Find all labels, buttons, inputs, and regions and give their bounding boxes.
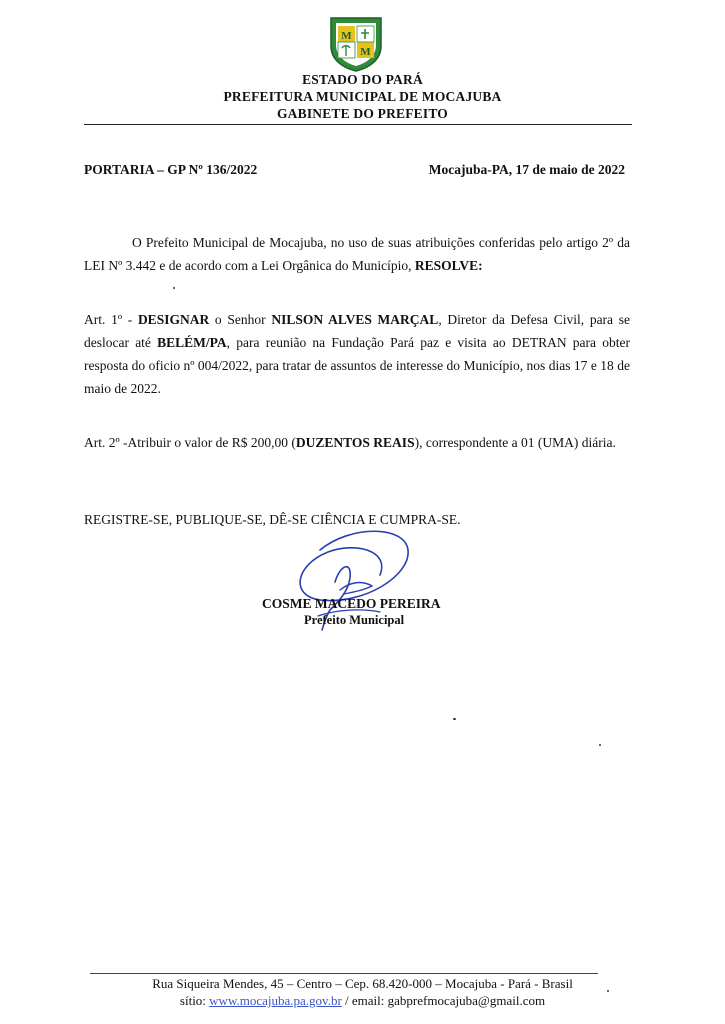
footer-address: Rua Siqueira Mendes, 45 – Centro – Cep. 68.420-000 – Mocajuba - Pará - Brasil	[152, 976, 573, 991]
article-1-paragraph	[84, 308, 630, 400]
preamble-paragraph	[84, 231, 630, 277]
footer-contact	[0, 993, 725, 1009]
footer-email: / email: gabprefmocajuba@gmail.com	[341, 993, 546, 1008]
portaria-number: PORTARIA – GP Nº 136/2022	[84, 162, 258, 177]
preamble-text: O Prefeito Municipal de Mocajuba, no uso de suas atribuições conferidas pelo artigo 2º da LEI Nº 3.442 e de acordo com a Lei Orgânica do Município,	[84, 235, 630, 273]
crest-letter-left: M	[341, 30, 352, 42]
article-1-label: Art. 1º -	[84, 312, 138, 327]
speck	[173, 287, 175, 289]
resolve-keyword: RESOLVE:	[414, 258, 483, 273]
footer-divider	[90, 973, 598, 974]
header-divider	[84, 124, 632, 125]
header-prefecture: PREFEITURA MUNICIPAL DE MOCAJUBA	[223, 89, 502, 104]
article-1-text-a: o Senhor	[209, 312, 272, 327]
place-date: Mocajuba-PA, 17 de maio de 2022	[428, 162, 625, 177]
destination: BELÉM/PA	[157, 335, 227, 350]
crest-letter-right: M	[360, 46, 371, 58]
signer-name: COSME MACEDO PEREIRA	[262, 596, 441, 611]
header-state: ESTADO DO PARÁ	[302, 72, 423, 87]
signer-title: Prefeito Municipal	[304, 613, 405, 627]
designee-name: NILSON ALVES MARÇAL	[271, 312, 439, 327]
article-2-paragraph	[84, 431, 630, 454]
site-label: sítio:	[179, 993, 210, 1008]
municipal-crest-icon	[327, 16, 385, 72]
article-2-text-a: Art. 2º -Atribuir o valor de R$ 200,00 (	[84, 435, 296, 450]
article-1-text-b: , Diretor da Defesa Civil, para se deslocar até	[84, 312, 631, 350]
site-link[interactable]: www.mocajuba.pa.gov.br	[209, 993, 342, 1008]
article-1-text-c: , para reunião na Fundação Pará paz e visita ao DETRAN para obter resposta do oficio nº 004/2022, para tratar de assuntos de interesse do Município, nos dias 17 e 18 de maio de 2022.	[84, 335, 630, 396]
amount-in-words: DUZENTOS REAIS	[295, 435, 415, 450]
closing-clause: REGISTRE-SE, PUBLIQUE-SE, DÊ-SE CIÊNCIA E CUMPRA-SE.	[84, 512, 461, 527]
speck	[453, 718, 456, 720]
header-office: GABINETE DO PREFEITO	[276, 106, 449, 121]
article-2-text-b: ), correspondente a 01 (UMA) diária.	[414, 435, 616, 450]
speck	[599, 744, 601, 746]
designar-keyword: DESIGNAR	[137, 312, 210, 327]
